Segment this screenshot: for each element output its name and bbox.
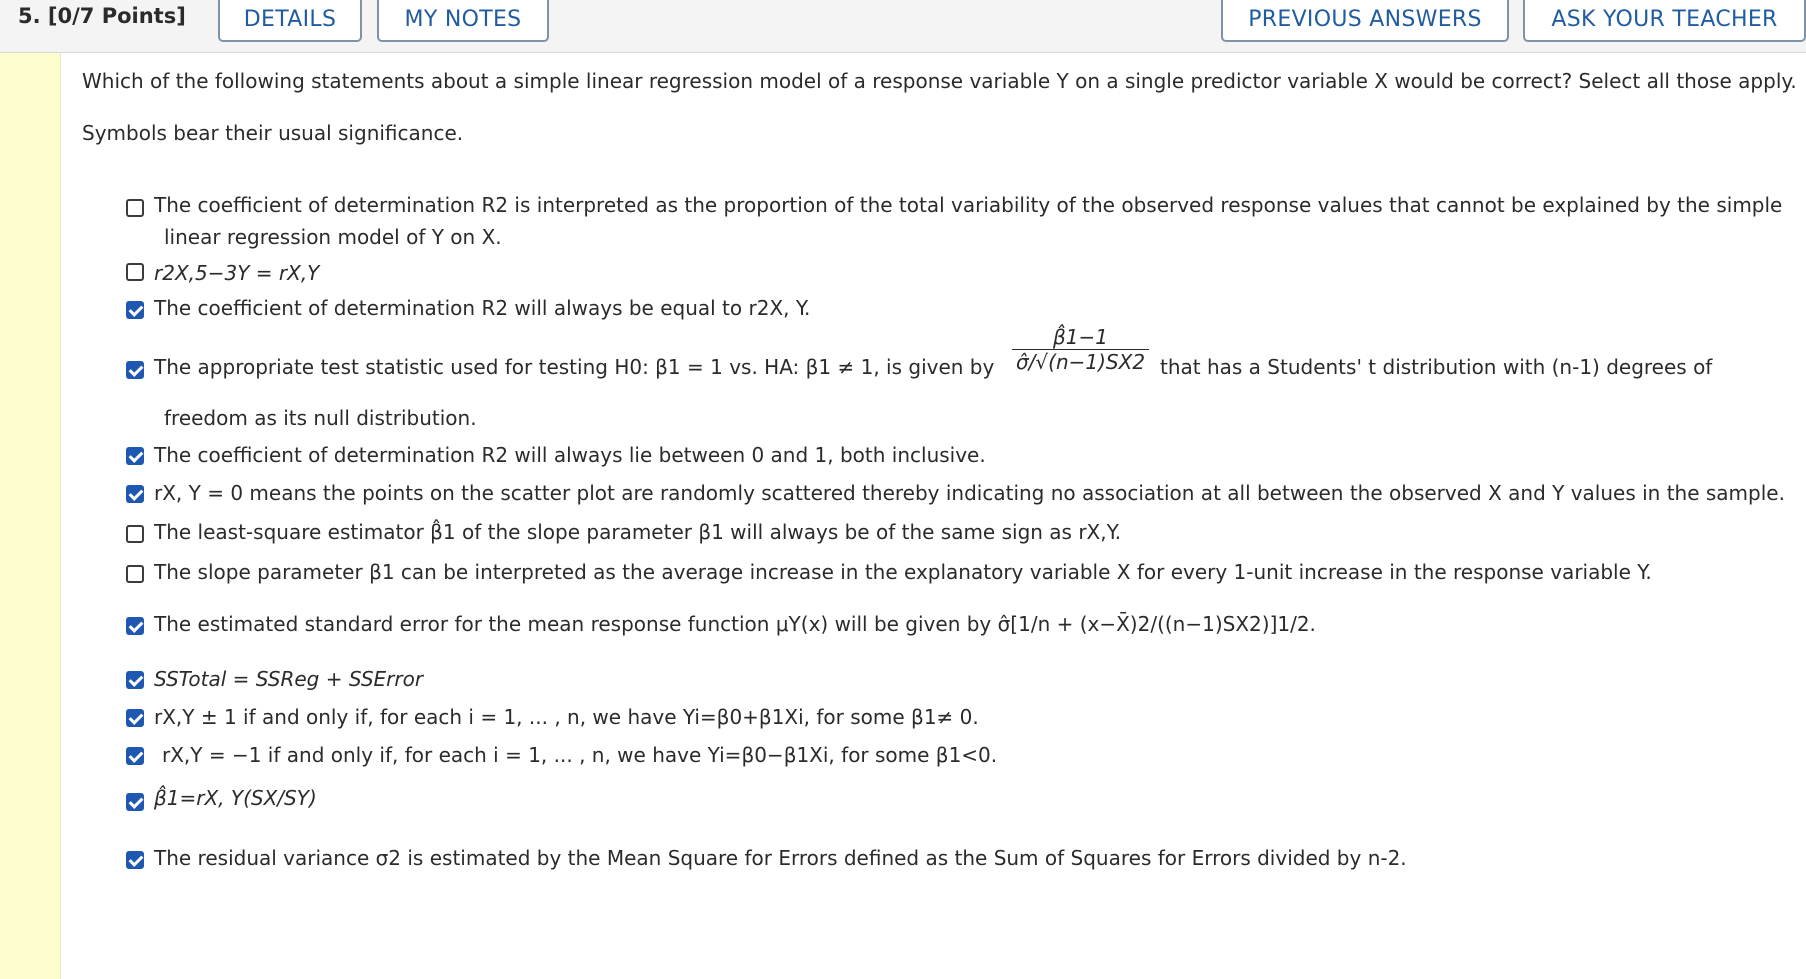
option-7-text: The least-square estimator β̂1 of the slope parameter β1 will always be of the same sign as rX,Y. [154, 520, 1122, 544]
option-4-text-cont: that has a Students' t distribution with (n-1) degrees of [1160, 355, 1713, 379]
formula-denominator: σ̂/√(n−1)SX2 [1012, 349, 1149, 374]
details-button[interactable]: DETAILS [218, 0, 362, 42]
option-8-checkbox[interactable] [126, 565, 144, 583]
option-13-checkbox[interactable] [126, 793, 144, 811]
option-11-text: rX,Y ± 1 if and only if, for each i = 1, ... , n, we have Yi=β0+β1Xi, for some β1≠ 0. [154, 705, 979, 729]
option-9-text: The estimated standard error for the mean response function μY(x) will be given by σ̂[1/n + (x−X̄)2/((n−1)SX2)]1/2. [154, 612, 1316, 636]
ask-your-teacher-button[interactable]: ASK YOUR TEACHER [1523, 0, 1806, 42]
option-4-text-line2: freedom as its null distribution. [164, 406, 477, 430]
option-3-text: The coefficient of determination R2 will always be equal to r2X, Y. [154, 296, 811, 320]
option-11-checkbox[interactable] [126, 709, 144, 727]
question-number: 5. [0/7 Points] [18, 4, 186, 28]
option-5-checkbox[interactable] [126, 447, 144, 465]
option-4-text: The appropriate test statistic used for testing H0: β1 = 1 vs. HA: β1 ≠ 1, is given by [154, 355, 995, 379]
margin-band [0, 53, 61, 979]
option-10-text: SSTotal = SSReg + SSError [154, 667, 424, 691]
option-2-text: r2X,5−3Y = rX,Y [154, 261, 320, 285]
option-8-text: The slope parameter β1 can be interpreted as the average increase in the explanatory variable X for every 1-unit increase in the response variable Y. [154, 560, 1652, 584]
option-6-checkbox[interactable] [126, 485, 144, 503]
option-14-text: The residual variance σ2 is estimated by the Mean Square for Errors defined as the Sum of Squares for Errors divided by n-2. [154, 846, 1407, 870]
option-2-checkbox[interactable] [126, 263, 144, 281]
option-9-checkbox[interactable] [126, 617, 144, 635]
question-prompt: Which of the following statements about a simple linear regression model of a response variable Y on a single predictor variable X would be correct? Select all those apply. [82, 69, 1797, 93]
option-10-checkbox[interactable] [126, 671, 144, 689]
test-statistic-formula [1012, 325, 1149, 374]
question-header [0, 0, 1806, 53]
option-1-text-line2: linear regression model of Y on X. [164, 225, 502, 249]
option-6-text: rX, Y = 0 means the points on the scatter plot are randomly scattered thereby indicating no association at all between the observed X and Y values in the sample. [154, 481, 1785, 505]
option-7-checkbox[interactable] [126, 525, 144, 543]
option-1-checkbox[interactable] [126, 199, 144, 217]
option-12-checkbox[interactable] [126, 747, 144, 765]
option-4-checkbox[interactable] [126, 361, 144, 379]
question-note: Symbols bear their usual significance. [82, 121, 464, 145]
option-14-checkbox[interactable] [126, 851, 144, 869]
option-13-text: β̂1=rX, Y(SX/SY) [154, 786, 317, 810]
option-5-text: The coefficient of determination R2 will always lie between 0 and 1, both inclusive. [154, 443, 986, 467]
question-content [82, 53, 1806, 979]
option-3-checkbox[interactable] [126, 301, 144, 319]
option-12-text: rX,Y = −1 if and only if, for each i = 1, ... , n, we have Yi=β0−β1Xi, for some β1<0. [162, 743, 998, 767]
previous-answers-button[interactable]: PREVIOUS ANSWERS [1221, 0, 1509, 42]
option-1-text: The coefficient of determination R2 is interpreted as the proportion of the total variability of the observed response values that cannot be explained by the simple [154, 193, 1783, 217]
formula-numerator: β̂1−1 [1053, 325, 1109, 349]
my-notes-button[interactable]: MY NOTES [377, 0, 549, 42]
